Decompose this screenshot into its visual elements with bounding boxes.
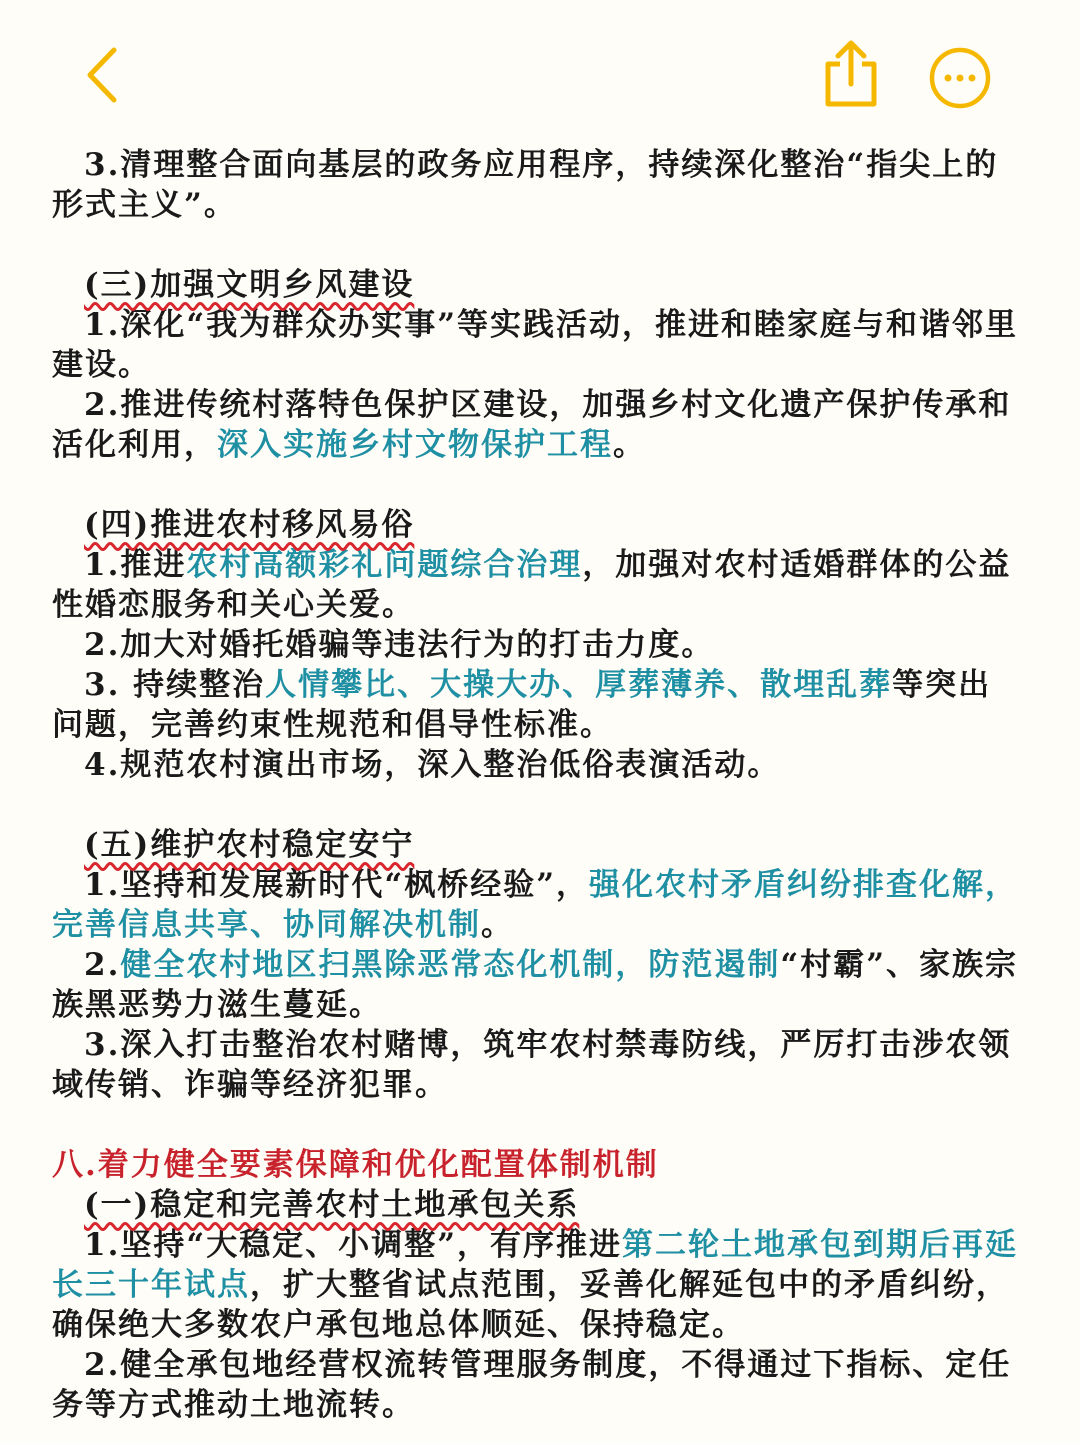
highlight-text: 农村高额彩礼问题综合治理 (186, 547, 583, 583)
text-span: 1.坚持和发展新时代“枫桥经验”， (84, 867, 590, 903)
paragraph (52, 1225, 1022, 1345)
highlight-text: 人情攀比、大操大办、厚葬薄养、散埋乱葬 (265, 667, 893, 703)
section-heading (52, 265, 1022, 305)
paragraph: 2.加大对婚托婚骗等违法行为的打击力度。 (84, 627, 715, 663)
text-span: 2.推进传统村落特色保护区建设，加强乡村文化遗产保护传承和活化利用， (52, 387, 1012, 463)
chevron-left-icon[interactable] (70, 40, 140, 110)
text-span: ，加强对农村适婚群体的公益性婚恋服务和关心关爱。 (52, 547, 1012, 623)
top-toolbar (0, 0, 1080, 140)
paragraph: 2.健全承包地经营权流转管理服务制度，不得通过下指标、定任务等方式推动土地流转。 (52, 1347, 1012, 1423)
paragraph: 4.规范农村演出市场，深入整治低俗表演活动。 (84, 747, 781, 783)
paragraph (52, 545, 1022, 625)
text-span: 等突出问题，完善约束性规范和倡导性标准。 (52, 667, 992, 743)
highlight-text: 第二轮土地承包到期后再延长三十年试点 (52, 1227, 1019, 1303)
text-span: “村霸”、家族宗族黑恶势力滋生蔓延。 (52, 947, 1019, 1023)
paragraph: 3.深入打击整治农村赌博，筑牢农村禁毒防线，严厉打击涉农领域传销、诈骗等经济犯罪。 (52, 1027, 1012, 1103)
text-span: ，扩大整省试点范围，妥善化解延包中的矛盾纠纷，确保绝大多数农户承包地总体顺延、保持稳定。 (52, 1267, 1009, 1343)
paragraph (52, 945, 1022, 1025)
text-span: 1.推进 (84, 547, 187, 583)
chapter-title: 八.着力健全要素保障和优化配置体制机制 (52, 1147, 659, 1183)
highlight-text: 强化农村矛盾纠纷排查化解，完善信息共享、协同解决机制 (52, 867, 1019, 943)
section-title: (一)稳定和完善农村土地承包关系 (84, 1187, 580, 1223)
section-heading (52, 825, 1022, 865)
section-title: (三)加强文明乡风建设 (84, 267, 415, 303)
section-title: (五)维护农村稳定安宁 (84, 827, 415, 863)
highlight-text: 深入实施乡村文物保护工程 (217, 427, 613, 463)
section-heading (52, 1185, 1022, 1225)
share-icon[interactable] (818, 38, 884, 110)
text-span: 。 (613, 427, 646, 463)
paragraph: 3.清理整合面向基层的政务应用程序，持续深化整治“指尖上的形式主义”。 (52, 147, 999, 223)
more-dots-icon[interactable] (928, 46, 992, 110)
document-body (52, 145, 1022, 1425)
highlight-text: 健全农村地区扫黑除恶常态化机制，防范遏制 (120, 947, 781, 983)
section-title: (四)推进农村移风易俗 (84, 507, 415, 543)
paragraph (52, 385, 1022, 465)
section-heading (52, 505, 1022, 545)
paragraph: 1.深化“我为群众办实事”等实践活动，推进和睦家庭与和谐邻里建设。 (52, 307, 1019, 383)
text-span: 1.坚持“大稳定、小调整”，有序推进 (84, 1227, 623, 1263)
paragraph (52, 665, 1022, 745)
paragraph (52, 865, 1022, 945)
text-span: 3. 持续整治 (84, 667, 266, 703)
text-span: 。 (481, 907, 514, 943)
text-span: 2. (84, 947, 121, 983)
